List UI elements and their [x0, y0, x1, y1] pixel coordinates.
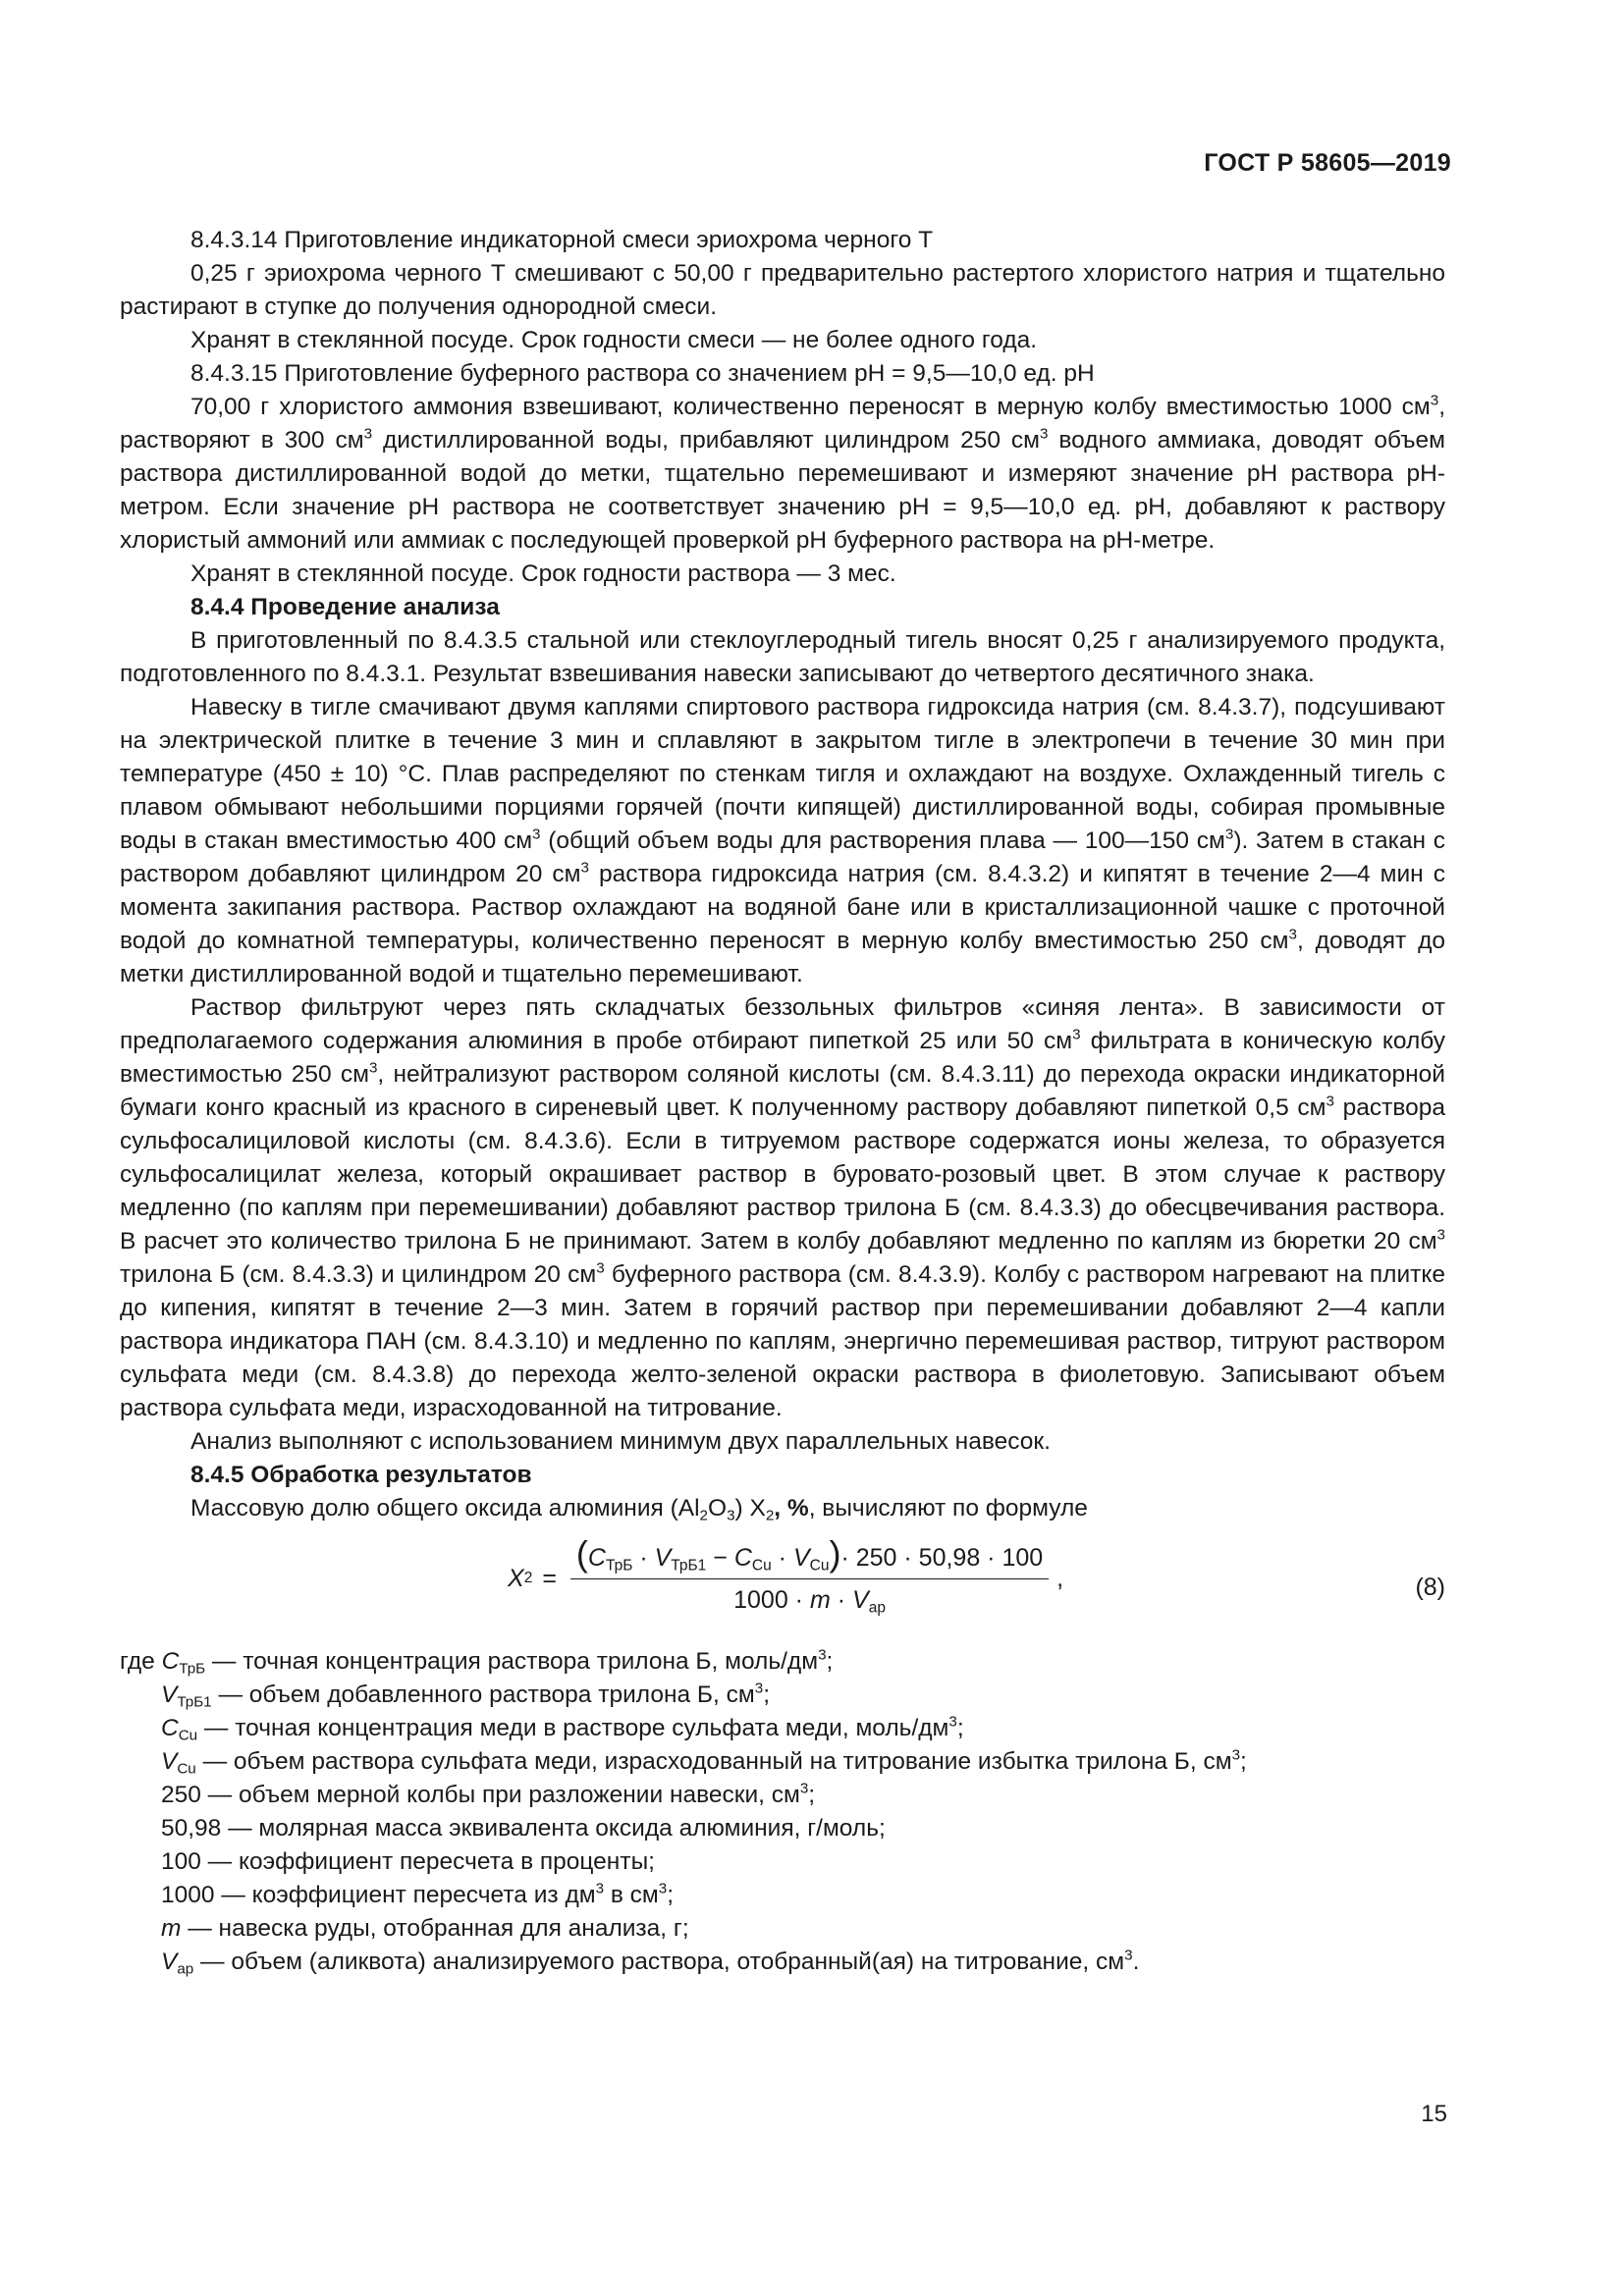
paragraph: Массовую долю общего оксида алюминия $(Al_2O_3)$ $X_2$, %, вычисляют по формуле — [190, 1495, 1088, 1524]
formula-denominator: $1000 \cdot m \cdot V_{ар}$ — [733, 1586, 886, 1617]
formula-fraction — [570, 1533, 1049, 1617]
paragraph: 0,25 г эриохрома черного Т смешивают с 50,00 г предварительно растертого хлористого натрия и тщательно растирают в ступке до получения однородной смеси. — [120, 260, 1445, 320]
section-heading: 8.4.5 Обработка результатов — [190, 1462, 532, 1488]
legend-item: 1000 — коэффициент пересчета из $дм^3$ в $см^3$; — [161, 1880, 675, 1908]
legend-item: $V_{ар}$ — объем (аликвота) анализируемого раствора, отобранный(ая) на титрование, $см^3$. — [161, 1947, 1140, 1978]
document-body — [120, 224, 1445, 1979]
paragraph: 8.4.3.15 Приготовление буферного раствора со значением pH = 9,5—10,0 ед. pH — [190, 360, 1095, 387]
paragraph: Раствор фильтруют через пять складчатых беззольных фильтров «синяя лента». В зависимости от предполагаемого содержания алюминия в пробе отбирают пипеткой 25 или 50 $см^3$ фильтрата в коническую колбу вместимостью 250 $см^3$, нейтрализуют раствором соляной кислоты (см. 8.4.3.11) до перехода окраски индикаторной бумаги конго красный из красного в сиреневый цвет. К полученному раствору добавляют пипеткой 0,5 $см^3$ раствора сульфосалициловой кислоты (см. 8.4.3.6). Если в титруемом растворе содержатся ионы железа, то образуется сульфосалицилат железа, который окрашивает раствор в буровато-розовый цвет. В этом случае к раствору медленно (по каплям при перемешивании) добавляют раствор трилона Б (см. 8.4.3.3) до обесцвечивания раствора. В расчет это количество трилона Б не принимают. Затем в колбу добавляют медленно по каплям из бюретки 20 $см^3$ трилона Б (см. 8.4.3.3) и цилиндром 20 $см^3$ буферного раствора (см. 8.4.3.9). Колбу с раствором нагревают на плитке до кипения, кипятят в течение 2—3 мин. Затем в горячий раствор при перемешивании добавляют 2—4 капли раствора индикатора ПАН (см. 8.4.3.10) и медленно по каплям, энергично перемешивая раствор, титруют раствором сульфата меди (см. 8.4.3.8) до перехода желто-зеленой окраски раствора в фиолетовую. Записывают объем раствора сульфата меди, израсходованной на титрование. — [120, 994, 1445, 1421]
formula-expression: X 2 = $\frac{(C_{ТрБ} \cdot V_{ТрБ1} - C_{Cu} \cdot V_{Cu})\cdot 250 \cdot 50,98 \cdot 100}{1000 \cdot m \cdot V_{ар}}$ , — [508, 1533, 1064, 1617]
paragraph: В приготовленный по 8.4.3.5 стальной или стеклоуглеродный тигель вносят 0,25 г анализируемого продукта, подготовленного по 8.4.3.1. Результат взвешивания навески записывают до четвертого десятичного знака. — [120, 627, 1445, 687]
legend-item: 250 — объем мерной колбы при разложении навески, $см^3$; — [161, 1780, 816, 1808]
equation-number: (8) — [1415, 1574, 1445, 1601]
paragraph: Анализ выполняют с использованием минимум двух параллельных навесок. — [190, 1428, 1051, 1455]
symbol-legend — [120, 1645, 1445, 1979]
legend-item: $C_{Cu}$ — точная концентрация меди в растворе сульфата меди, моль/$дм^3$; — [161, 1713, 964, 1744]
formula-numerator: $(C_{ТрБ} \cdot V_{ТрБ1} - C_{Cu} \cdot V_{Cu})\cdot 250 \cdot 50,98 \cdot 100$ — [570, 1539, 1049, 1579]
paragraph: Хранят в стеклянной посуде. Срок годности раствора — 3 мес. — [190, 561, 896, 587]
legend-item: $V_{ТрБ1}$ — объем добавленного раствора трилона Б, $см^3$; — [161, 1680, 770, 1711]
formula-8 — [120, 1533, 1445, 1643]
paragraph: 70,00 г хлористого аммония взвешивают, количественно переносят в мерную колбу вместимостью 1000 $см^3$, растворяют в 300 $см^3$ дистиллированной воды, прибавляют цилиндром 250 $см^3$ водного аммиака, доводят объем раствора дистиллированной водой до метки, тщательно перемешивают и измеряют значение pH раствора pH-метром. Если значение pH раствора не соответствует значению pH = 9,5—10,0 ед. pH, добавляют к раствору хлористый аммоний или аммиак с последующей проверкой pH буферного раствора на pH-метре. — [120, 392, 1446, 554]
document-header: ГОСТ Р 58605—2019 — [1204, 149, 1451, 177]
page-number: 15 — [1421, 2101, 1447, 2127]
section-heading: 8.4.4 Проведение анализа — [190, 594, 500, 620]
paragraph: Хранят в стеклянной посуде. Срок годности смеси — не более одного года. — [190, 327, 1038, 353]
paragraph: 8.4.3.14 Приготовление индикаторной смеси эриохрома черного Т — [190, 227, 934, 253]
legend-item: $V_{Cu}$ — объем раствора сульфата меди, израсходованный на титрование избытка трилона Б, $см^3$; — [161, 1746, 1247, 1778]
legend-item: m — навеска руды, отобранная для анализа, г; — [161, 1915, 689, 1942]
legend-item: 100 — коэффициент пересчета в проценты; — [161, 1848, 655, 1875]
legend-item: 50,98 — молярная масса эквивалента оксида алюминия, г/моль; — [161, 1815, 886, 1842]
legend-item: где $C_{ТрБ}$ — точная концентрация раствора трилона Б, моль/$дм^3$; — [120, 1646, 834, 1678]
paragraph: Навеску в тигле смачивают двумя каплями спиртового раствора гидроксида натрия (см. 8.4.3.7), подсушивают на электрической плитке в течение 3 мин и сплавляют в закрытом тигле в электропечи в течение 30 мин при температуре (450 ± 10) °С. Плав распределяют по стенкам тигля и охлаждают на воздухе. Охлажденный тигель с плавом обмывают небольшими порциями горячей (почти кипящей) дистиллированной воды, собирая промывные воды в стакан вместимостью 400 $см^3$ (общий объем воды для растворения плава — 100—150 $см^3$). Затем в стакан с раствором добавляют цилиндром 20 $см^3$ раствора гидроксида натрия (см. 8.4.3.2) и кипятят в течение 2—4 мин с момента закипания раствора. Раствор охлаждают на водяной бане или в кристаллизационной чашке с проточной водой до комнатной температуры, количественно переносят в мерную колбу вместимостью 250 $см^3$, доводят до метки дистиллированной водой и тщательно перемешивают. — [120, 694, 1446, 988]
